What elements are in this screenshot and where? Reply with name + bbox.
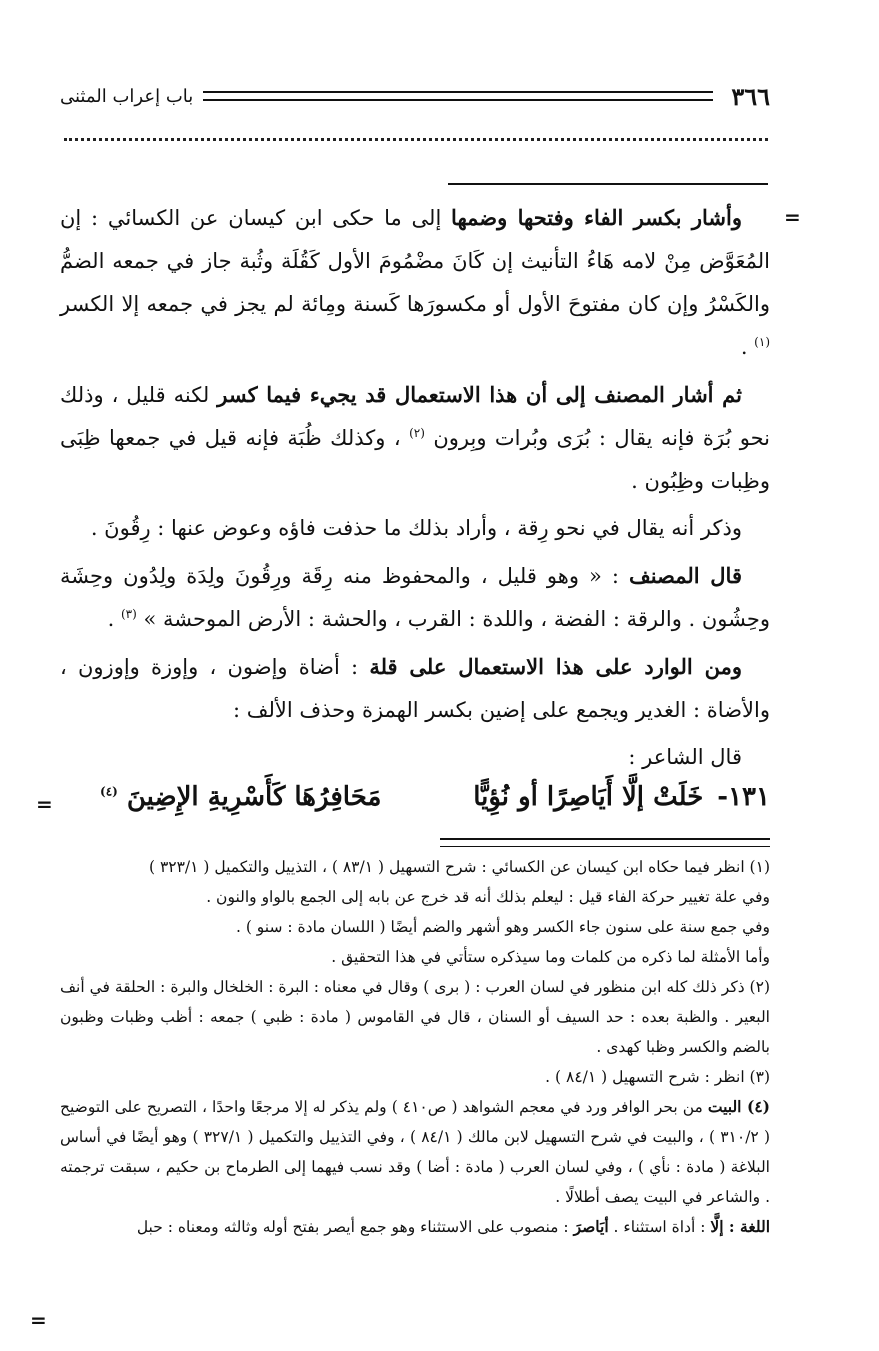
paragraph-1-lead: وأشار بكسر الفاء وفتحها وضمها [451, 205, 742, 230]
paragraph-4: قال المصنف : « وهو قليل ، والمحفوظ منه رِقَة ورِقُونَ ولِدَة ولِدُون وحِشَة وحِشُون . والرقة : الفضة ، واللدة : القرب ، والحشة : الأرض الموحشة » $^{(٣)}$ . [60, 563, 770, 631]
footnotes [60, 852, 770, 1242]
main-text [60, 196, 770, 783]
poetry-verse [100, 782, 770, 812]
lexicon-term: أيَاصرَ [573, 1217, 609, 1236]
dotted-separator [64, 138, 768, 141]
verse-first-half: ١٣١-خَلَتْ إلَّا أَيَاصِرًا أو نُؤِيًّا [473, 782, 770, 812]
footnote-rule [440, 838, 770, 847]
footnote-lexicon: اللغة : إلَّا : أداة استثناء . أيَاصرَ : منصوب على الاستثناء وهو جمع أيصر بفتح أوله وثالثه ومعناه : حبل [136, 1217, 770, 1236]
paragraph-2-lead: ثم أشار المصنف إلى أن هذا الاستعمال قد يجيء فيما كسر [217, 382, 742, 407]
paragraph-5-lead: ومن الوارد على هذا الاستعمال على قلة [369, 654, 742, 679]
footnote-1: (١) انظر فيما حكاه ابن كيسان عن الكسائي : شرح التسهيل ( ٨٣/١ ) ، التذييل والتكميل ( ٣٢٣/١ ) [148, 858, 770, 876]
paragraph-2: ثم أشار المصنف إلى أن هذا الاستعمال قد يجيء فيما كسر لكنه قليل ، وذلك نحو بُرَة فإنه يقال : بُرَى وبُرات وبِرون $^{(٢)}$ ، وكذلك ظُبَة فإنه قيل في جمعها ظِبَى وظِبات وظِبُون . [60, 382, 770, 493]
running-header [60, 78, 770, 114]
continuation-mark-top: = [784, 205, 801, 229]
paragraph-6: قال الشاعر : [628, 745, 742, 769]
footnote-4-label: (٤) البيت [707, 1097, 770, 1116]
continuation-mark-verse: = [36, 792, 53, 816]
header-rule [203, 91, 713, 101]
footnote-ref-2[interactable]: (٢) [409, 426, 425, 440]
footnote-2: (٢) ذكر ذلك كله ابن منظور في لسان العرب : ( برى ) وقال في معناه : البرة : الخلخال والبرة : الحلقة في أنف البعير . والظبة بعده : حد السيف أو السنان ، قال في القاموس ( مادة : ظبي ) جمعه : أظب وظبات وظبون بالضم والكسر وظبا كهدى . [60, 978, 770, 1056]
page-number: ٣٦٦ [731, 81, 770, 111]
footnote-1-line-4: وأما الأمثلة لما ذكره من كلمات وما سيذكره ستأتي في هذا التحقيق . [331, 948, 770, 966]
footnote-1-line-3: وفي جمع سنة على سنون جاء الكسر وهو أشهر والضم أيضًا ( اللسان مادة : سنو ) . [235, 918, 770, 936]
footnote-1-line-2: وفي علة تغيير حركة الفاء قيل : ليعلم بذلك أنه قد خرج عن بابه إلى الجمع بالواو والنون . [206, 888, 770, 906]
paragraph-3: وذكر أنه يقال في نحو رِقة ، وأراد بذلك ما حذفت فاؤه وعوض عنها : رِقُونَ . [90, 516, 742, 540]
footnote-3: (٣) انظر : شرح التسهيل ( ٨٤/١ ) . [545, 1068, 770, 1086]
paragraph-1: وأشار بكسر الفاء وفتحها وضمها إلى ما حكى ابن كيسان عن الكسائي : إن المُعَوَّض مِنْ لامه هَاءُ التأنيث إن كَانَ مضْمُومَ الأول كَقُلَة وثُبة جاز في جمعه الضمُّ والكَسْرُ وإن كان مفتوحَ الأول أو مكسورَها كَسنة ومِائة لم يجز في جمعه إلا الكسر $^{(١)}$ . [60, 205, 770, 359]
paragraph-4-lead: قال المصنف [628, 563, 742, 588]
footnote-ref-1[interactable]: (١) [754, 335, 770, 349]
verse-second-half: مَحَافِرُهَا كَأَسْرِيةِ الإِضِينَ $^{(٤)}$ [100, 782, 382, 812]
footnote-4: (٤) البيت من بحر الوافر ورد في معجم الشواهد ( ص٤١٠ ) ولم يذكر له إلا مرجعًا واحدًا ، التصريح على التوضيح ( ٣١٠/٢ ) ، والبيت في شرح التسهيل لابن مالك ( ٨٤/١ ) ، وفي التذييل والتكميل ( ٣٢٧/١ ) وهو أيضًا في أساس البلاغة ( مادة : نأي ) ، وفي لسان العرب ( مادة : أضا ) وقد نسب فيهما إلى الطرماح بن حكيم ، سبقت ترجمته . والشاعر في البيت يصف أطلالًا . [60, 1097, 771, 1206]
top-rule [448, 183, 768, 185]
footnote-ref-3[interactable]: (٣) [120, 607, 137, 621]
verse-number: ١٣١- [717, 782, 770, 812]
continuation-mark-bottom: = [30, 1308, 47, 1332]
paragraph-5: ومن الوارد على هذا الاستعمال على قلة : أضاة وإضون ، وإوزة وإوزون ، والأضاة : الغدير ويجمع على إضين بكسر الهمزة وحذف الألف : [60, 654, 770, 722]
footnote-ref-4[interactable]: (٤) [100, 784, 118, 799]
lexicon-label: اللغة : إلَّا [710, 1217, 770, 1236]
chapter-title: باب إعراب المثنى [60, 85, 194, 107]
